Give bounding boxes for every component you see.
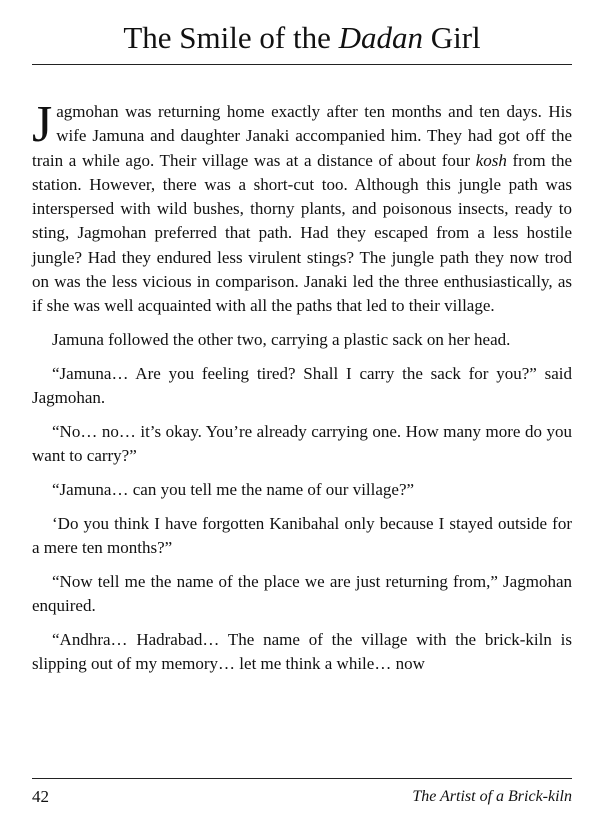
drop-cap: J xyxy=(32,96,53,153)
paragraph-7: “Now tell me the name of the place we are just returning from,” Jagmohan enquired. xyxy=(32,572,572,616)
paragraph-3: “Jamuna… Are you feeling tired? Shall I carry the sack for you?” said Jagmohan. xyxy=(32,363,572,408)
paragraph-4: “No… no… it’s okay. You’re already carrying one. How many more do you want to carry?” xyxy=(32,422,572,466)
paragraph-8: “Andhra… Hadrabad… The name of the village with the brick-kiln is slipping out of my memory… let me think a while… now xyxy=(32,630,572,674)
paragraph-1-text-b: from the station. However, there was a short-cut too. Although this jungle path was interspersed with wild bushes, thorny plants, and poisonous insects, ready to sting, Jagmohan preferred that path. Had they escaped from a less hostile jungle? Had they endured less virulent stings? The jungle path they now trod on was the less vicious in comparison. Janaki led the three enthusiastically, as if she was well acquainted with all the paths that led to their village. xyxy=(32,150,572,316)
chapter-title xyxy=(32,18,572,58)
chapter-title-pre: The Smile of the xyxy=(123,20,339,55)
paragraph-1 xyxy=(32,96,572,319)
chapter-title-italic: Dadan xyxy=(338,20,423,55)
paragraph-1-italic: kosh xyxy=(475,150,507,170)
paragraph-1-text-a: agmohan was returning home exactly after ten months and ten days. His wife Jamuna and daughter Janaki accompanied him. They had got off the train a while ago. Their village was at a distance of about four xyxy=(32,102,572,170)
page-number: 42 xyxy=(32,787,49,806)
header-rule xyxy=(32,64,572,65)
footer-rule xyxy=(32,778,572,779)
paragraph-5: “Jamuna… can you tell me the name of our village?” xyxy=(52,480,415,500)
paragraph-2: Jamuna followed the other two, carrying a plastic sack on her head. xyxy=(52,330,511,350)
running-footer-book-title: The Artist of a Brick-kiln xyxy=(412,788,572,805)
chapter-body xyxy=(32,96,572,686)
chapter-title-post: Girl xyxy=(422,20,481,55)
paragraph-6: ‘Do you think I have forgotten Kanibahal only because I stayed outside for a mere ten months?” xyxy=(32,513,572,558)
